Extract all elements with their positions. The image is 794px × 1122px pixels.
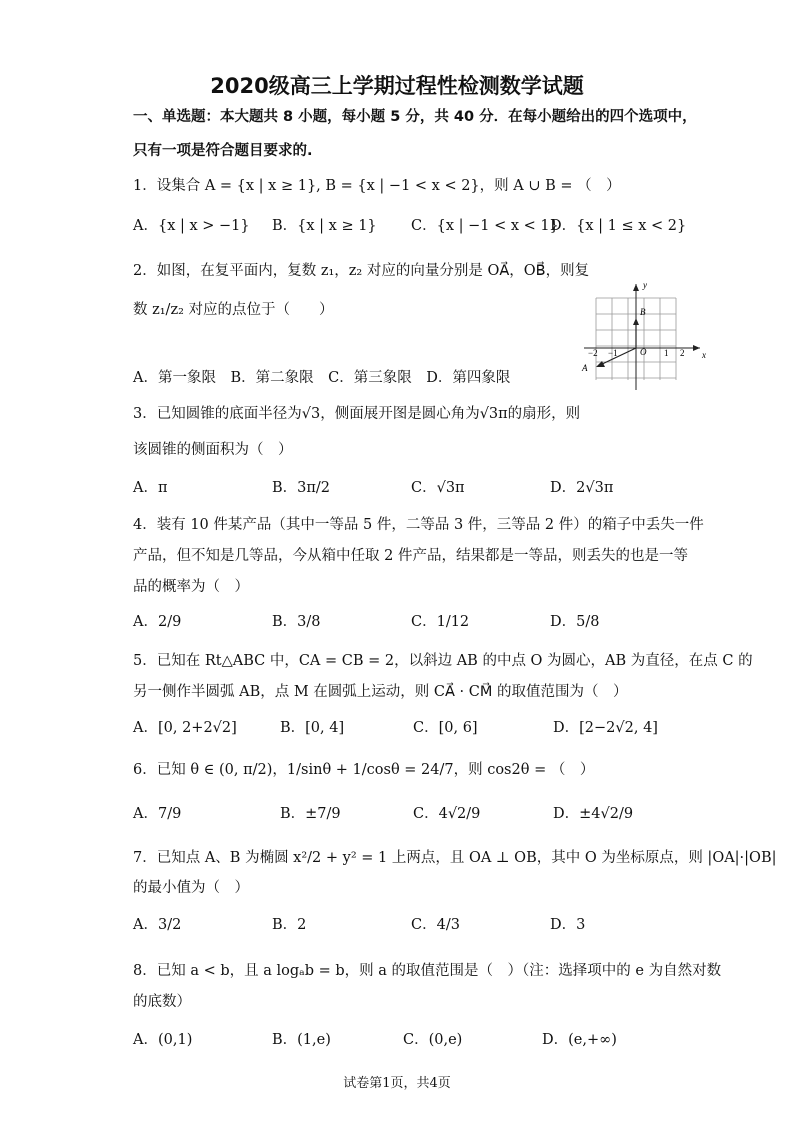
page-footer: 试卷第1页，共4页 [343, 1076, 451, 1091]
complex-plane-figure [580, 278, 710, 396]
q3-option-b: B．3π/2 [272, 480, 331, 496]
point-b-label: B [640, 307, 646, 317]
q5-option-d: D．[2−2√2, 4] [553, 720, 658, 736]
question-8: 8．已知 a < b，且 a logₐb = b，则 a 的取值范围是（ ）（注：选择项中的 e 为自然对数 [133, 963, 722, 979]
q1-option-d: D．{x | 1 ≤ x < 2} [550, 218, 687, 234]
question-4-cont1: 产品，但不知是几等品，今从箱中任取 2 件产品，结果都是一等品，则丢失的也是一等 [133, 548, 688, 564]
question-2-cont: 数 z₁/z₂ 对应的点位于（ ） [133, 302, 334, 318]
q4-option-d: D．5/8 [550, 614, 600, 630]
tick-neg1: −1 [608, 348, 618, 358]
question-7-cont: 的最小值为（ ） [133, 880, 249, 896]
question-1: 1．设集合 A = {x | x ≥ 1}, B = {x | −1 < x < 2}，则 A ∪ B = （ ） [133, 178, 621, 194]
question-5: 5．已知在 Rt△ABC 中，CA = CB = 2，以斜边 AB 的中点 O 为圆心，AB 为直径，在点 C 的 [133, 653, 753, 669]
origin-label: O [640, 347, 647, 357]
point-a-label: A [582, 363, 588, 373]
q7-option-d: D．3 [550, 917, 586, 933]
q4-option-a: A．2/9 [133, 614, 182, 630]
question-4-cont2: 品的概率为（ ） [133, 579, 249, 595]
question-7: 7．已知点 A、B 为椭圆 x²/2 + y² = 1 上两点，且 OA ⊥ OB，其中 O 为坐标原点，则 |OA|·|OB| [133, 850, 777, 866]
q1-option-a: A．{x | x > −1} [133, 218, 250, 234]
q7-option-c: C．4/3 [411, 917, 460, 933]
section-header-cont: 只有一项是符合题目要求的. [133, 143, 313, 159]
q6-option-d: D．±4√2/9 [553, 806, 634, 822]
tick-1: 1 [664, 348, 669, 358]
q1-option-b: B．{x | x ≥ 1} [272, 218, 377, 234]
q6-option-b: B．±7/9 [280, 806, 341, 822]
q6-option-c: C．4√2/9 [413, 806, 481, 822]
q5-option-a: A．[0, 2+2√2] [133, 720, 237, 736]
tick-neg2: −2 [588, 348, 598, 358]
q5-option-c: C．[0, 6] [413, 720, 478, 736]
q3-option-c: C．√3π [411, 480, 465, 496]
q4-option-c: C．1/12 [411, 614, 470, 630]
question-6: 6．已知 θ ∈ (0, π/2)，1/sinθ + 1/cosθ = 24/7，则 cos2θ = （ ） [133, 762, 595, 778]
q8-option-b: B．(1,e) [272, 1032, 331, 1048]
q3-option-a: A．π [133, 480, 168, 496]
q6-option-a: A．7/9 [133, 806, 182, 822]
question-3-cont: 该圆锥的侧面积为（ ） [133, 442, 293, 458]
q4-option-b: B．3/8 [272, 614, 321, 630]
q8-option-c: C．(0,e) [403, 1032, 463, 1048]
question-2: 2．如图，在复平面内，复数 z₁，z₂ 对应的向量分别是 OA⃗，OB⃗，则复 [133, 263, 590, 279]
q8-option-a: A．(0,1) [133, 1032, 193, 1048]
y-axis-label: y [643, 280, 647, 290]
page-title: 2020级高三上学期过程性检测数学试题 [210, 74, 584, 98]
question-8-cont: 的底数） [133, 994, 191, 1010]
q8-option-d: D．(e,+∞) [542, 1032, 617, 1048]
q7-option-a: A．3/2 [133, 917, 182, 933]
q7-option-b: B．2 [272, 917, 307, 933]
question-3: 3．已知圆锥的底面半径为√3，侧面展开图是圆心角为√3π的扇形，则 [133, 406, 581, 422]
tick-2: 2 [680, 348, 685, 358]
question-4: 4．装有 10 件某产品（其中一等品 5 件，二等品 3 件，三等品 2 件）的箱子中丢失一件 [133, 517, 704, 533]
q5-option-b: B．[0, 4] [280, 720, 345, 736]
q2-options: A．第一象限 B．第二象限 C．第三象限 D．第四象限 [133, 370, 511, 386]
q1-option-c: C．{x | −1 < x < 1} [411, 218, 559, 234]
x-axis-label: x [702, 350, 706, 360]
section-header: 一、单选题：本大题共 8 小题，每小题 5 分，共 40 分．在每小题给出的四个选项中， [133, 109, 697, 125]
q3-option-d: D．2√3π [550, 480, 614, 496]
question-5-cont: 另一侧作半圆弧 AB，点 M 在圆弧上运动，则 CA⃗ · CM⃗ 的取值范围为（ ） [133, 684, 628, 700]
